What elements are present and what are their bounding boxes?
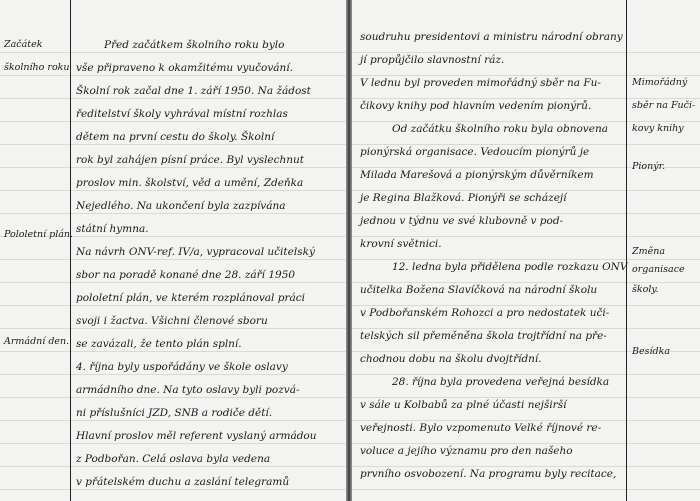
ruled-line [0, 328, 346, 329]
text-line: voluce a jejího významu pro den našeho [360, 445, 573, 457]
text-line: rok byl zahájen písní práce. Byl vyslechnut [76, 154, 305, 166]
ruled-line [0, 397, 346, 398]
text-line: je Regina Blažková. Pionýři se scházejí [360, 192, 567, 204]
ruled-line [0, 121, 346, 122]
text-line: čikovy knihy pod hlavním vedením pionýrů. [360, 100, 592, 112]
text-line: jí propůjčilo slavnostní ráz. [360, 54, 505, 66]
right-margin-line [626, 0, 627, 501]
text-line: v Podbořanském Rohozci a pro nedostatek uči- [360, 307, 610, 319]
ruled-line [0, 351, 346, 352]
text-line: sbor na poradě konané dne 28. září 1950 [76, 269, 296, 281]
text-line: pololetní plán, ve kterém rozplánoval práci [76, 292, 305, 304]
ruled-line [0, 144, 346, 145]
left-margin-line [70, 0, 71, 501]
margin-note: organisace [632, 264, 685, 275]
ruled-line [0, 282, 346, 283]
text-line: Školní rok začal dne 1. září 1950. Na žádost [76, 85, 311, 97]
ruled-line [0, 443, 346, 444]
ruled-line [0, 167, 346, 168]
text-line: 4. října byly uspořádány ve škole oslavy [76, 361, 288, 373]
text-line: Hlavní proslov měl referent vyslaný armádou [76, 430, 317, 442]
text-line: ni příslušníci JZD, SNB a rodiče dětí. [76, 407, 273, 419]
margin-note: Začátek [4, 39, 43, 50]
text-line: soudruhu presidentovi a ministru národní obrany [360, 31, 623, 43]
text-line: v sále u Kolbabů za plné účasti nejširší [360, 399, 567, 411]
margin-note: kovy knihy [632, 123, 684, 134]
text-line: Na návrh ONV-ref. IV/a, vypracoval učitelský [76, 246, 315, 258]
right-page [352, 0, 700, 501]
text-line: státní hymna. [76, 223, 149, 235]
text-line: armádního dne. Na tyto oslavy byli pozvá- [76, 384, 300, 396]
ruled-line [0, 98, 346, 99]
ruled-line [0, 190, 346, 191]
margin-note: Armádní den. [4, 336, 70, 347]
margin-note: Mimořádný [632, 77, 688, 88]
text-line: vše připraveno k okamžitému vyučování. [76, 62, 293, 74]
margin-note: Pololetní plán. [4, 229, 74, 240]
text-line: veřejnosti. Bylo vzpomenuto Velké říjnové re- [360, 422, 602, 434]
left-page [0, 0, 346, 501]
ruled-line [0, 75, 346, 76]
text-line: Od začátku školního roku byla obnovena [392, 123, 608, 135]
ruled-line [0, 259, 346, 260]
text-line: prvního osvobození. Na programu byly recitace, [360, 468, 617, 480]
text-line: telských sil přeměněna škola trojtřídní na pře- [360, 330, 607, 342]
text-line: ředitelství školy vyhrával místní rozhlas [76, 108, 288, 120]
text-line: v přátelském duchu a zaslání telegramů [76, 476, 290, 488]
text-line: 28. října byla provedena veřejná besídka [392, 376, 610, 388]
text-line: V lednu byl proveden mimořádný sběr na Fu- [360, 77, 601, 89]
text-line: z Podbořan. Celá oslava byla vedena [76, 453, 271, 465]
margin-note: Pionýr. [632, 161, 666, 172]
text-line: krovní světnici. [360, 238, 442, 250]
margin-note: školy. [632, 284, 659, 295]
text-line: Milada Marešová a pionýrským důvěrníkem [360, 169, 594, 181]
margin-note: školního roku [4, 62, 70, 73]
ruled-line [0, 466, 346, 467]
ruled-line [0, 305, 346, 306]
ruled-line [0, 213, 346, 214]
margin-note: sběr na Fuči- [632, 100, 696, 111]
margin-note: Besídka [632, 346, 671, 357]
text-line: Před začátkem školního roku bylo [104, 39, 285, 51]
text-line: dětem na první cestu do školy. Školní [76, 131, 275, 143]
text-line: Nejedlého. Na ukončení byla zazpívána [76, 200, 286, 212]
text-line: chodnou dobu na školu dvojtřídní. [360, 353, 542, 365]
text-line: jednou v týdnu ve své klubovně v pod- [360, 215, 564, 227]
text-line: pionýrská organisace. Vedoucím pionýrů je [360, 146, 590, 158]
text-line: učitelka Božena Slavíčková na národní školu [360, 284, 598, 296]
text-line: 12. ledna byla přidělena podle rozkazu ONV [392, 261, 628, 273]
ruled-line [0, 489, 346, 490]
ruled-line [0, 420, 346, 421]
margin-note: Změna [632, 246, 666, 257]
ruled-line [352, 489, 700, 490]
ruled-line [0, 374, 346, 375]
text-line: svoji i žactva. Všichni členové sboru [76, 315, 268, 327]
text-line: se zavázali, že tento plán splní. [76, 338, 242, 350]
ruled-line [0, 52, 346, 53]
text-line: proslov min. školství, věd a umění, Zdeňka [76, 177, 304, 189]
